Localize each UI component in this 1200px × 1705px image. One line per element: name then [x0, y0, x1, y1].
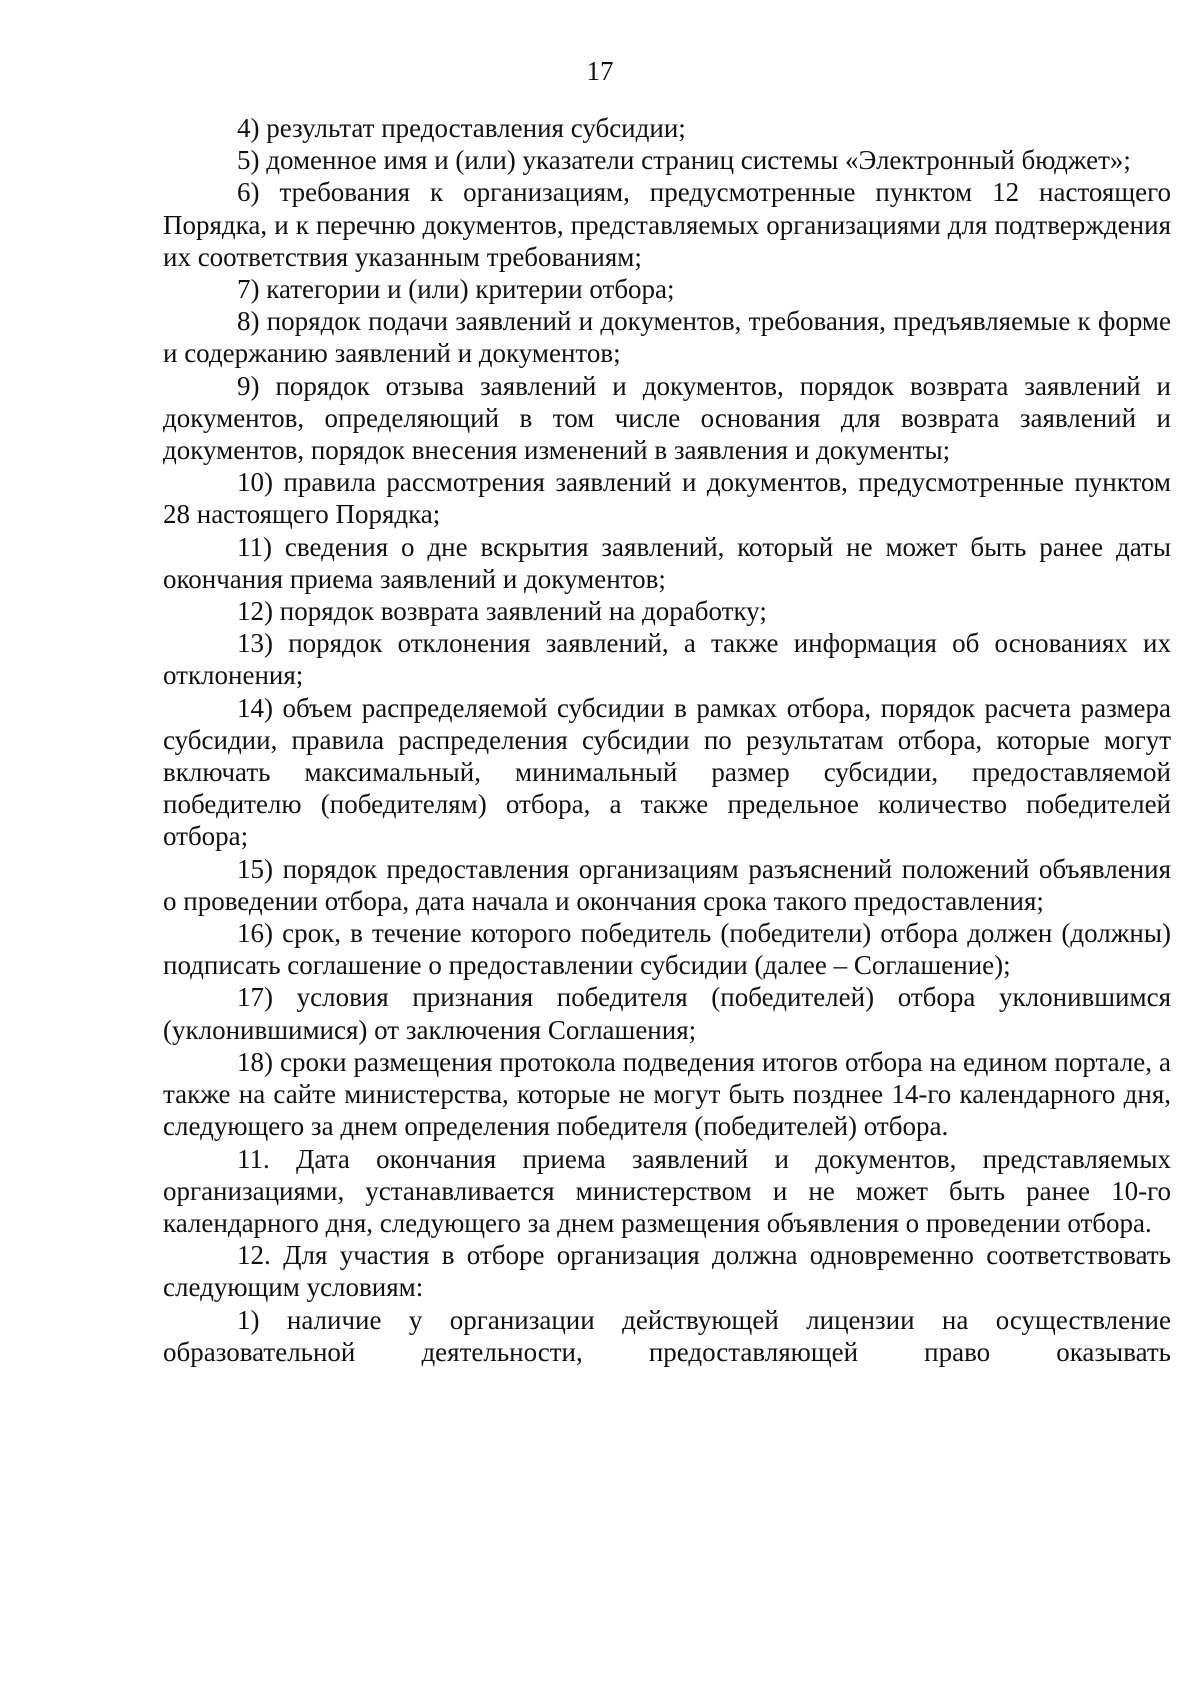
paragraph-1: 4) результат предоставления субсидии; [237, 113, 686, 143]
paragraph-9: 12) порядок возврата заявлений на доработку; [237, 596, 767, 627]
body-text [163, 112, 1171, 1368]
paragraph-16: 11. Дата окончания приема заявлений и документов, представляемых организациями, устанавливается министерством и не может быть ранее 10-го календарного дня, следующего за днем размещения объявления о проведении отбора. [163, 1143, 1171, 1238]
paragraph-6: 9) порядок отзыва заявлений и документов, порядок возврата заявлений и документов, определяющий в том числе основания для возврата заявлений и документов, порядок внесения изменений в заявления и документы; [163, 370, 1171, 466]
paragraph-7: 10) правила рассмотрения заявлений и документов, предусмотренные пунктом 28 настоящего Порядка; [163, 467, 1171, 530]
page-number: 17 [586, 56, 614, 86]
paragraph-5: 8) порядок подачи заявлений и документов, требования, предъявляемые к форме и содержанию заявлений и документов; [163, 306, 1171, 369]
paragraph-10: 13) порядок отклонения заявлений, а также информация об основаниях их отклонения; [163, 628, 1171, 691]
paragraph-18: 1) наличие у организации действующей лицензии на осуществление образовательной деятельности, предоставляющей право оказывать [163, 1304, 1171, 1367]
paragraph-4: 7) категории и (или) критерии отбора; [237, 274, 675, 305]
paragraph-11: 14) объем распределяемой субсидии в рамках отбора, порядок расчета размера субсидии, правила распределения субсидии по результатам отбора, которые могут включать максимальный, минимальный размер субсидии, предоставляемой победителю (победителям) отбора, а также предельное количество победителей отбора; [163, 692, 1171, 852]
paragraph-14: 17) условия признания победителя (победителей) отбора уклонившимся (уклонившимися) от заключения Соглашения; [163, 982, 1171, 1045]
paragraph-8: 11) сведения о дне вскрытия заявлений, который не может быть ранее даты окончания приема заявлений и документов; [163, 531, 1171, 594]
paragraph-3: 6) требования к организациям, предусмотренные пунктом 12 настоящего Порядка, и к перечню документов, представляемых организациями для подтверждения их соответствия указанным требованиям; [163, 177, 1171, 272]
paragraph-17: 12. Для участия в отборе организация должна одновременно соответствовать следующим условиям: [163, 1240, 1171, 1303]
paragraph-15: 18) сроки размещения протокола подведения итогов отбора на едином портале, а также на сайте министерства, которые не могут быть позднее 14-го календарного дня, следующего за днем определения победителя (победителей) отбора. [163, 1046, 1171, 1142]
paragraph-13: 16) срок, в течение которого победитель (победители) отбора должен (должны) подписать соглашение о предоставлении субсидии (далее – Соглашение); [163, 918, 1171, 981]
paragraph-2: 5) доменное имя и (или) указатели страниц системы «Электронный бюджет»; [237, 145, 1131, 176]
paragraph-12: 15) порядок предоставления организациям разъяснений положений объявления о проведении отбора, дата начала и окончания срока такого предоставления; [163, 853, 1171, 916]
